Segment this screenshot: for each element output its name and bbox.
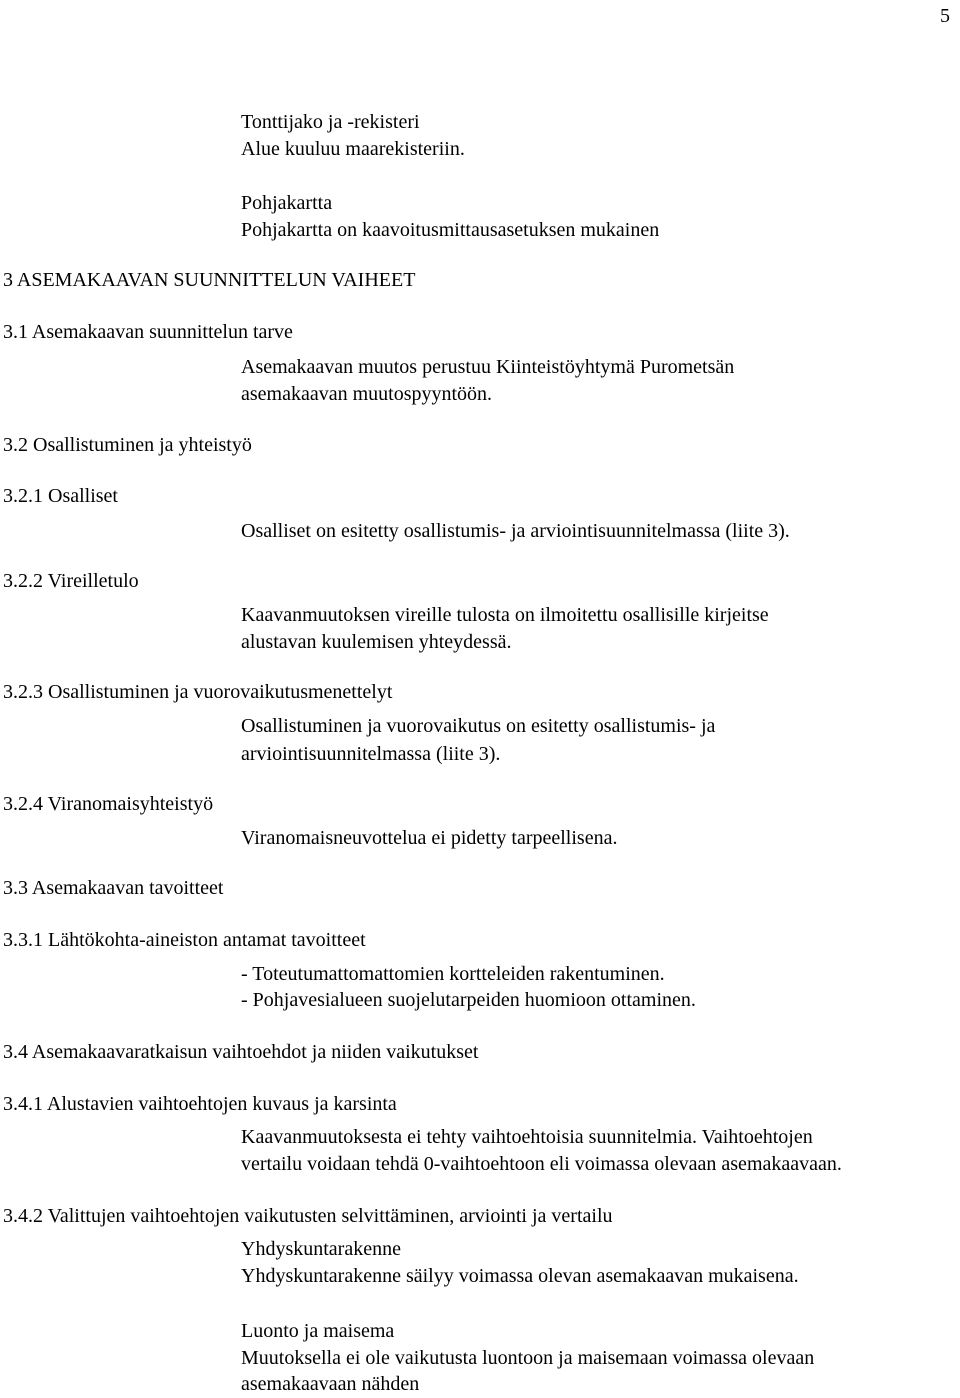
paragraph-tonttijako: Alue kuuluu maarekisteriin. [241, 138, 465, 160]
subheading-yhdyskuntarakenne: Yhdyskuntarakenne [241, 1238, 401, 1260]
paragraph-3-2-3-line1: Osallistuminen ja vuorovaikutus on esitetty osallistumis- ja [241, 715, 716, 737]
section-heading-3: 3 ASEMAKAAVAN SUUNNITTELUN VAIHEET [3, 269, 416, 291]
paragraph-3-4-1-line1: Kaavanmuutoksesta ei tehty vaihtoehtoisia suunnitelmia. Vaihtoehtojen [241, 1126, 813, 1148]
section-heading-3-2-1: 3.2.1 Osalliset [3, 485, 118, 507]
paragraph-3-2-4: Viranomaisneuvottelua ei pidetty tarpeellisena. [241, 827, 618, 849]
section-heading-3-1: 3.1 Asemakaavan suunnittelun tarve [3, 321, 293, 343]
paragraph-luonto-line2: asemakaavaan nähden [241, 1373, 420, 1395]
subheading-luonto: Luonto ja maisema [241, 1320, 395, 1342]
section-heading-3-2-3: 3.2.3 Osallistuminen ja vuorovaikutusmenettelyt [3, 681, 393, 703]
paragraph-3-2-3-line2: arviointisuunnitelmassa (liite 3). [241, 743, 501, 765]
paragraph-3-3-1-line1: - Toteutumattomattomien kortteleiden rakentuminen. [241, 963, 665, 985]
section-heading-3-2-2: 3.2.2 Vireilletulo [3, 570, 139, 592]
section-heading-3-2-4: 3.2.4 Viranomaisyhteistyö [3, 793, 214, 815]
paragraph-3-1-line1: Asemakaavan muutos perustuu Kiinteistöyhtymä Purometsän [241, 356, 735, 378]
paragraph-3-2-1: Osalliset on esitetty osallistumis- ja arviointisuunnitelmassa (liite 3). [241, 520, 790, 542]
section-heading-3-4-2: 3.4.2 Valittujen vaihtoehtojen vaikutusten selvittäminen, arviointi ja vertailu [3, 1205, 613, 1227]
section-heading-3-4: 3.4 Asemakaavaratkaisun vaihtoehdot ja niiden vaikutukset [3, 1041, 479, 1063]
subheading-pohjakartta: Pohjakartta [241, 192, 333, 214]
paragraph-3-2-2-line2: alustavan kuulemisen yhteydessä. [241, 631, 512, 653]
section-heading-3-2: 3.2 Osallistuminen ja yhteistyö [3, 434, 252, 456]
paragraph-pohjakartta: Pohjakartta on kaavoitusmittausasetuksen mukainen [241, 219, 660, 241]
paragraph-3-4-1-line2: vertailu voidaan tehdä 0-vaihtoehtoon eli voimassa olevaan asemakaavaan. [241, 1153, 842, 1175]
paragraph-luonto-line1: Muutoksella ei ole vaikutusta luontoon ja maisemaan voimassa olevaan [241, 1347, 815, 1369]
section-heading-3-3-1: 3.3.1 Lähtökohta-aineiston antamat tavoitteet [3, 929, 366, 951]
subheading-tonttijako: Tonttijako ja -rekisteri [241, 111, 420, 133]
paragraph-3-3-1-line2: - Pohjavesialueen suojelutarpeiden huomioon ottaminen. [241, 989, 696, 1011]
paragraph-3-2-2-line1: Kaavanmuutoksen vireille tulosta on ilmoitettu osallisille kirjeitse [241, 604, 769, 626]
paragraph-yhdyskuntarakenne: Yhdyskuntarakenne säilyy voimassa olevan asemakaavan mukaisena. [241, 1265, 799, 1287]
page-number: 5 [940, 5, 950, 27]
paragraph-3-1-line2: asemakaavan muutospyyntöön. [241, 383, 493, 405]
section-heading-3-3: 3.3 Asemakaavan tavoitteet [3, 877, 224, 899]
section-heading-3-4-1: 3.4.1 Alustavien vaihtoehtojen kuvaus ja karsinta [3, 1093, 397, 1115]
